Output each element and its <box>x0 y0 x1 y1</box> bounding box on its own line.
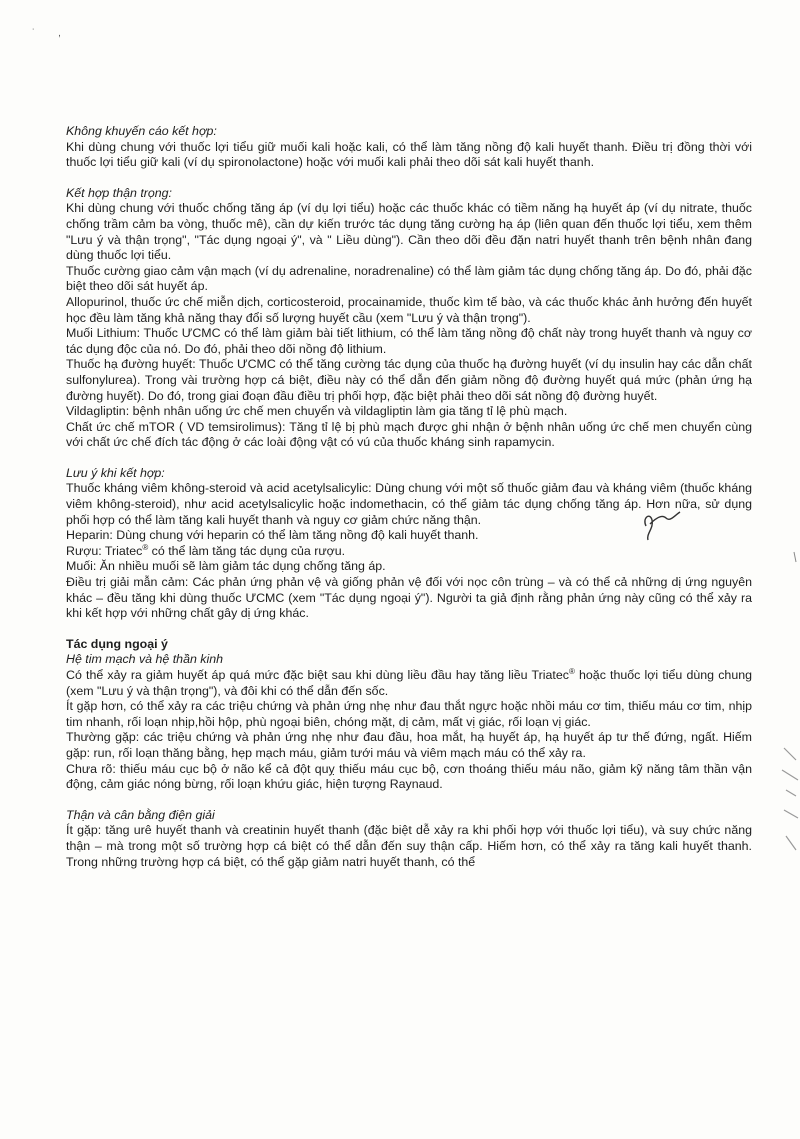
paragraph: Allopurinol, thuốc ức chế miễn dịch, corticosteroid, procainamide, thuốc kìm tế bào, và các thuốc khác ảnh hưởng đến huyết học đều làm tăng khả năng thay đổi số lượng huyết cầu (xem "Lưu ý và thận trọng"). <box>66 294 752 325</box>
text: có thể làm tăng tác dụng của rượu. <box>148 543 346 558</box>
paragraph: Ít gặp: tăng urê huyết thanh và creatinin huyết thanh (đặc biệt dễ xảy ra khi phối hợp với thuốc lợi tiểu), và suy chức năng thận – mà trong một số trường hợp cá biệt có thể dẫn đến suy thận cấp. Hiếm hơn, có thể xảy ra tăng kali huyết thanh. Trong những trường hợp cá biệt, có thể gặp giảm natri huyết thanh, có thể <box>66 823 752 869</box>
text: Rượu: Triatec <box>66 543 143 558</box>
paragraph: Thuốc cường giao cảm vận mạch (ví dụ adrenaline, noradrenaline) có thể làm giảm tác dụng chống tăng áp. Do đó, phải đặc biệt theo dõi sát huyết áp. <box>66 263 752 294</box>
section-heading: Thận và cân bằng điện giải <box>66 807 215 822</box>
section-than-dien-giai <box>66 808 752 870</box>
paragraph: Muối Lithium: Thuốc ƯCMC có thể làm giảm bài tiết lithium, có thể làm tăng nồng độ chất này trong huyết thanh và nguy cơ tác dụng độc của nó. Do đó, phải theo dõi nồng độ lithium. <box>66 326 752 356</box>
handwritten-initial-mark <box>640 508 684 544</box>
text: Có thể xảy ra giảm huyết áp quá mức đặc biệt sau khi dùng liều đầu hay tăng liều Triatec <box>66 668 569 682</box>
document-page <box>66 124 752 885</box>
paragraph: Khi dùng chung với thuốc lợi tiểu giữ muối kali hoặc kali, có thể làm tăng nồng độ kali huyết thanh. Điều trị đồng thời với thuốc lợi tiểu giữ kali (ví dụ spironolactone) hoặc với muối kali phải theo dõi sát kali huyết thanh. <box>66 139 752 170</box>
registered-mark: ® <box>142 542 149 552</box>
paragraph: Thuốc kháng viêm không-steroid và acid acetylsalicylic: Dùng chung với một số thuốc giảm đau và kháng viêm (thuốc kháng viêm không-steroid), như acid acetylsalicylic hoặc indomethacin, có thể giảm tác dụng chống tăng áp. Hơn nữa, sử dụng phối hợp có thể làm tăng kali huyết thanh và nguy cơ giảm chức năng thận. <box>66 481 752 527</box>
paragraph <box>66 668 752 699</box>
paragraph: Thuốc hạ đường huyết: Thuốc ƯCMC có thể tăng cường tác dụng của thuốc hạ đường huyết (ví dụ insulin hay các dẫn chất sulfonylurea). Trong vài trường hợp cá biệt, điều này có thể dẫn đến giảm nồng độ đường huyết quá mức (phản ứng hạ đường huyết). Do đó, trong giai đoạn đầu điều trị phối hợp, đặc biệt phải theo dõi sát nồng độ đường huyết. <box>66 357 752 403</box>
section-ket-hop-than-trong <box>66 186 752 451</box>
section-heading: Tác dụng ngoại ý <box>66 636 168 651</box>
section-khong-khuyen-cao <box>66 124 752 171</box>
paragraph-ruou <box>66 544 752 560</box>
paragraph: Chưa rõ: thiếu máu cục bộ ở não kể cả đột quỵ thiếu máu cục bộ, cơn thoáng thiếu máu não, giảm kỹ năng tâm thần vận động, cảm giác nóng bừng, rối loạn khứu giác, hiện tượng Raynaud. <box>66 761 752 792</box>
margin-speck-mark <box>778 550 800 564</box>
registered-mark: ® <box>568 666 575 676</box>
paragraph: Thường gặp: các triệu chứng và phản ứng nhẹ như đau đầu, hoa mắt, hạ huyết áp, hạ huyết áp tư thế đứng, ngất. Hiếm gặp: run, rối loạn thăng bằng, hẹp mạch máu, giảm tưới máu và viêm mạch máu có thể xảy ra. <box>66 730 752 760</box>
paragraph: Ít gặp hơn, có thể xảy ra các triệu chứng và phản ứng nhẹ như đau thắt ngực hoặc nhồi máu cơ tim, thiếu máu cơ tim, nhịp tim nhanh, rối loạn nhịp,hồi hộp, phù ngoại biên, chóng mặt, dị cảm, mất vị giác, rối loạn vị giác. <box>66 699 752 729</box>
text: hoặc thuốc lợi tiểu dùng chung (xem "Lưu ý và thận trọng"), và đôi khi có thể dẫn đến sốc. <box>66 668 752 698</box>
section-heading: Không khuyến cáo kết hợp: <box>66 124 217 138</box>
paragraph: Vildagliptin: bệnh nhân uống ức chế men chuyển và vildagliptin làm gia tăng tỉ lệ phù mạch. <box>66 404 568 419</box>
paragraph: Khi dùng chung với thuốc chống tăng áp (ví dụ lợi tiểu) hoặc các thuốc khác có tiềm năng hạ huyết áp (ví dụ nitrate, thuốc chống trầm cảm ba vòng, thuốc mê), cần dự kiến trước tác dụng tăng cường hạ áp (liên quan đến thuốc lợi tiểu, xem thêm "Lưu ý và thận trọng", "Tác dụng ngoại ý", và " Liều dùng"). Cần theo dõi đều đặn natri huyết thanh trên bệnh nhân đang dùng thuốc lợi tiểu. <box>66 201 752 263</box>
paragraph: Muối: Ăn nhiều muối sẽ làm giảm tác dụng chống tăng áp. <box>66 559 386 574</box>
section-heading: Kết hợp thận trọng: <box>66 185 172 200</box>
paragraph: Điều trị giải mẫn cảm: Các phản ứng phản vệ và giống phản vệ đối với nọc côn trùng – và có thể cả những dị ứng nguyên khác – đều tăng khi dùng thuốc ƯCMC (xem "Tác dụng ngoại ý"). Người ta giả định rằng phản ứng này cũng có thể xảy ra khi kết hợp với những chất gây dị ứng khác. <box>66 575 752 621</box>
corner-marks: ˙ , <box>32 28 71 39</box>
paragraph: Chất ức chế mTOR ( VD temsirolimus): Tăng tỉ lệ bị phù mạch được ghi nhận ở bệnh nhân uống ức chế men chuyển cùng với chất ức chế đích tác động ở các loài động vật có vú của thuốc kháng sinh rapamycin. <box>66 419 752 450</box>
section-tac-dung-ngoai-y <box>66 637 752 793</box>
paragraph: Heparin: Dùng chung với heparin có thể làm tăng nồng độ kali huyết thanh. <box>66 528 479 543</box>
section-subheading: Hệ tim mạch và hệ thần kinh <box>66 652 224 667</box>
edge-stamp-mark <box>778 740 800 860</box>
section-heading: Lưu ý khi kết hợp: <box>66 465 165 480</box>
